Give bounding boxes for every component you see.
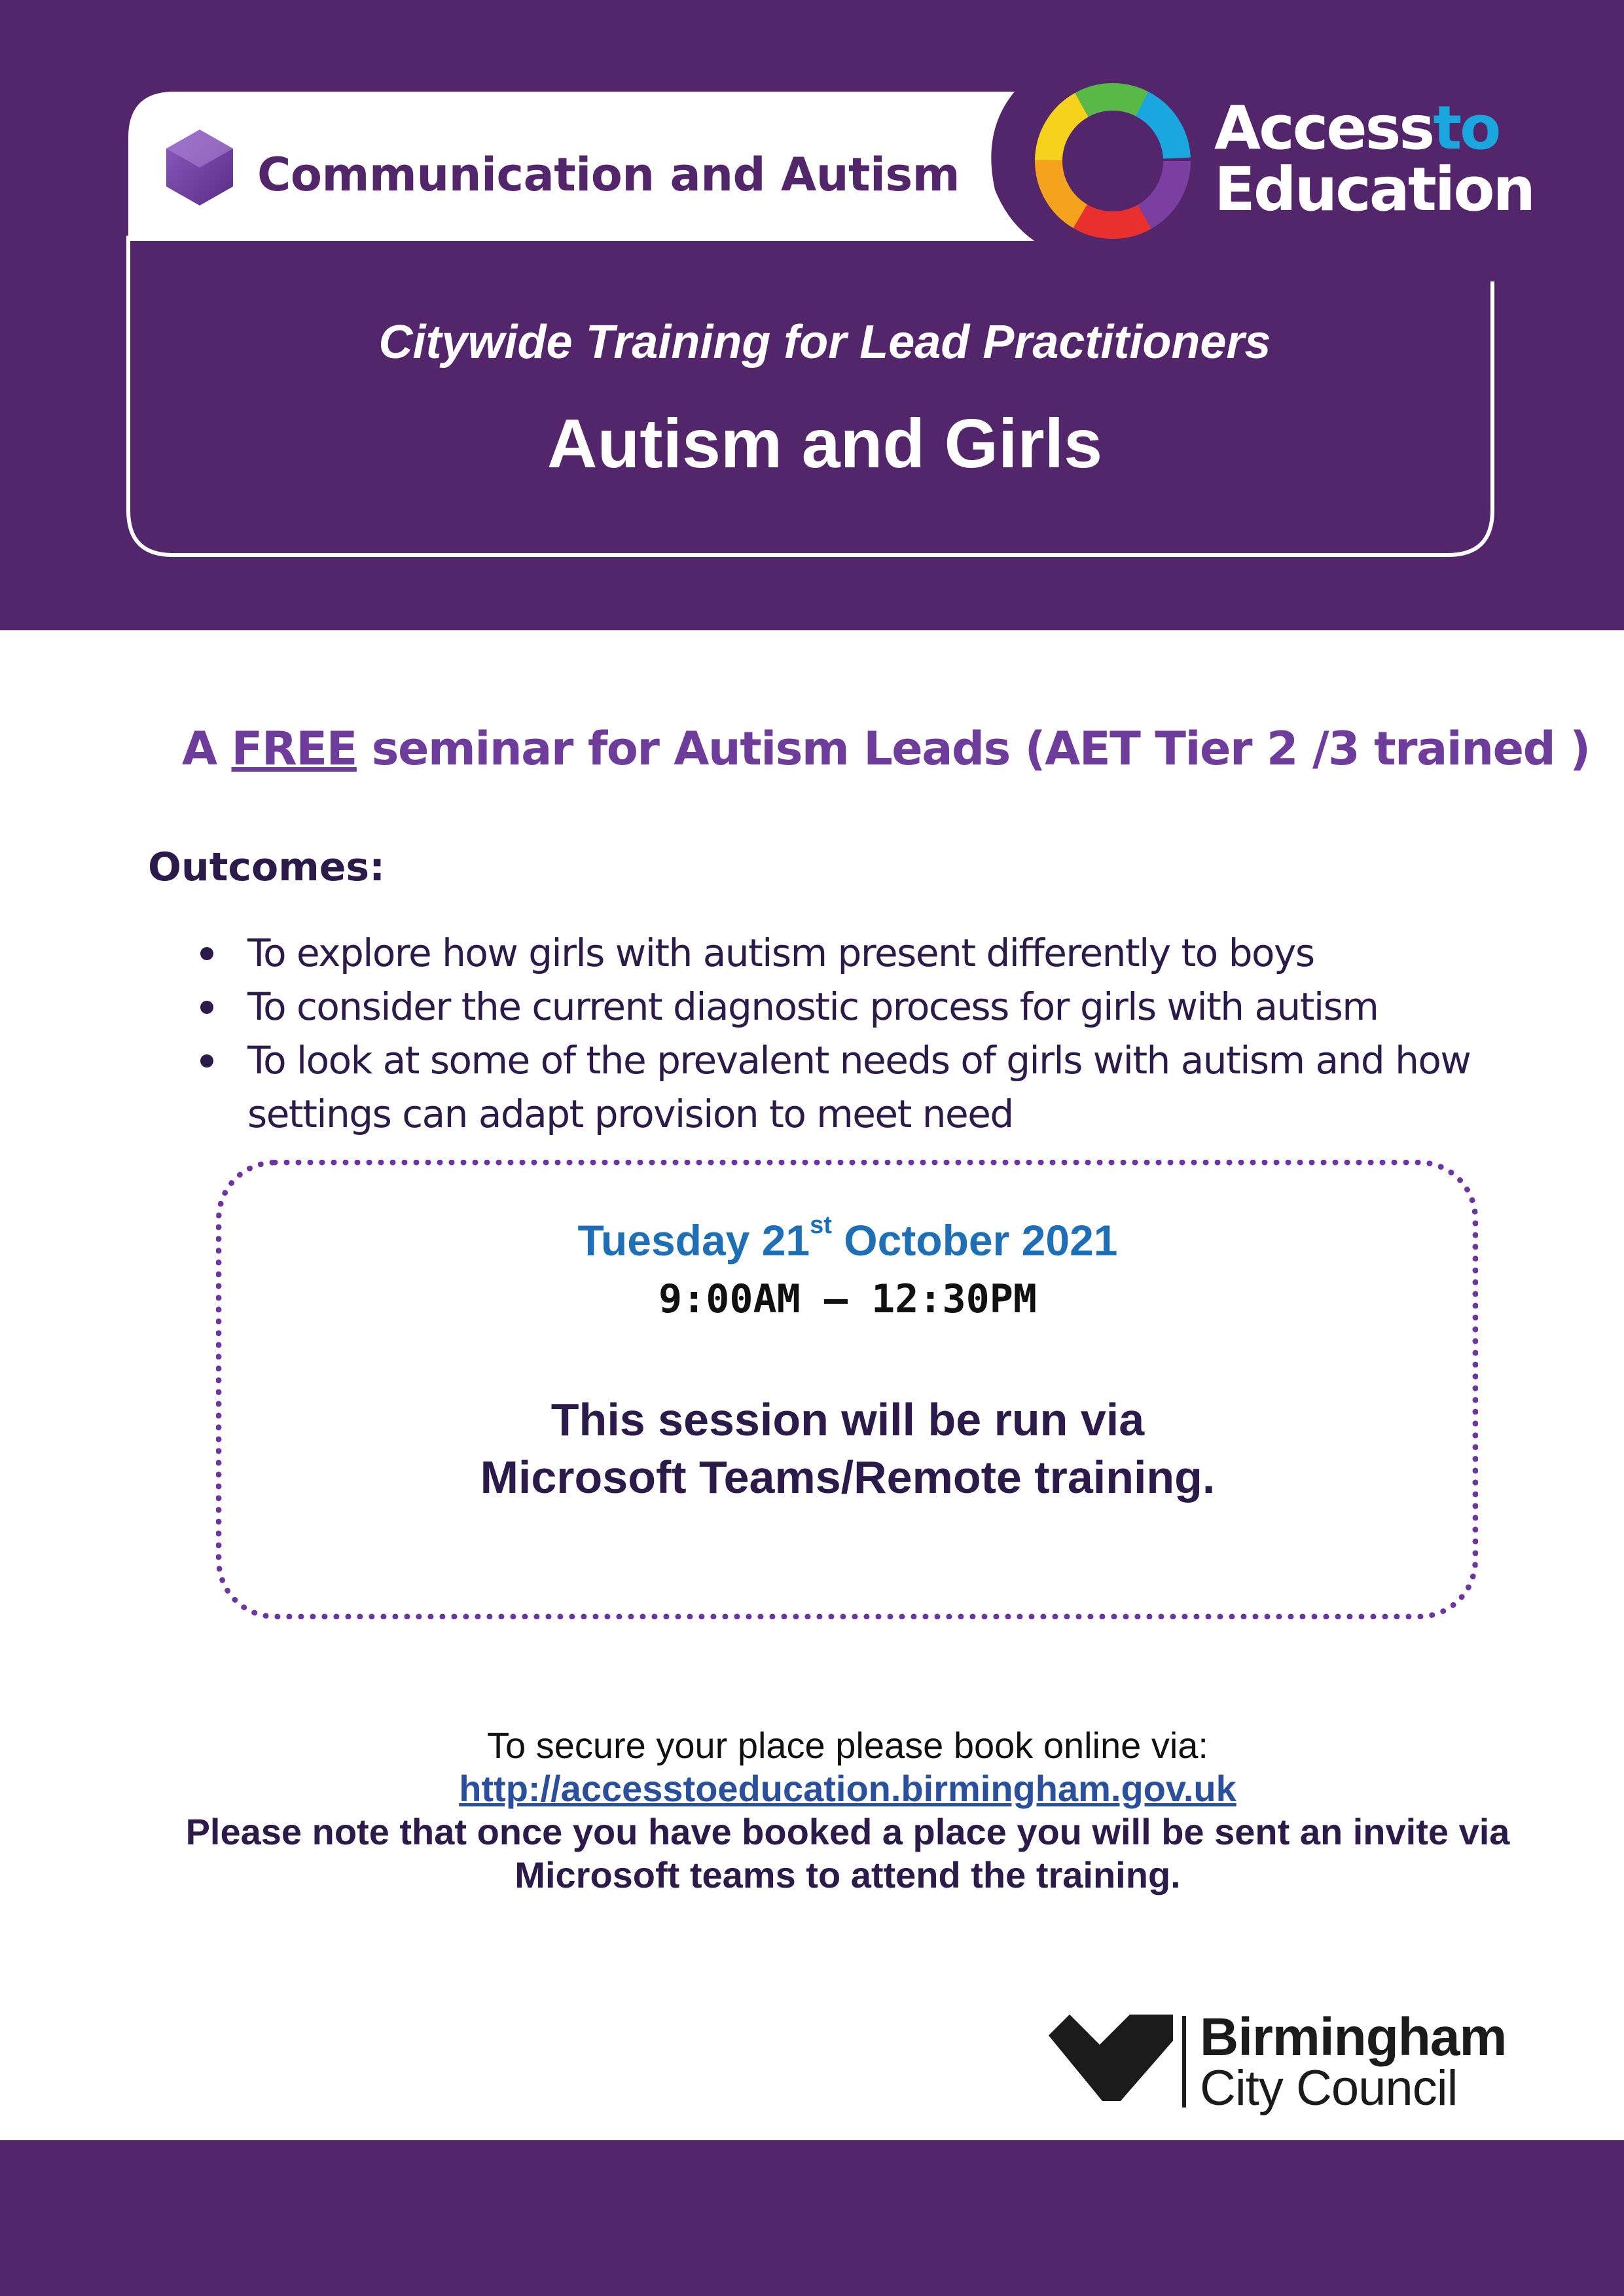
bullet-icon: [200, 947, 213, 960]
booking-info: [0, 1724, 1624, 1897]
session-format: This session will be run via Microsoft Teams/Remote training.: [480, 1394, 1216, 1503]
tab-title: Communication and Autism: [257, 148, 960, 202]
page-subtitle: Citywide Training for Lead Practitioners: [378, 316, 1271, 368]
booking-note-line2: Microsoft teams to attend the training.: [514, 1854, 1181, 1895]
event-date: Tuesday 21st October 2021: [577, 1211, 1118, 1265]
hexagon-icon: [164, 128, 236, 207]
logo-divider: [1182, 2016, 1186, 2108]
outcomes-list: [196, 926, 1506, 1141]
council-name-line1: Birmingham: [1200, 2007, 1507, 2067]
access-to-education-logo-icon: [1029, 77, 1197, 245]
list-item: To explore how girls with autism present differently to boys: [196, 926, 1506, 980]
page-title: Autism and Girls: [547, 405, 1103, 482]
booking-note-line1: Please note that once you have booked a place you will be sent an invite via: [185, 1811, 1510, 1852]
outcomes-heading: Outcomes:: [148, 844, 386, 890]
council-name-line2: City Council: [1200, 2060, 1458, 2116]
bullet-icon: [200, 1001, 213, 1014]
list-item: To look at some of the prevalent needs of girls with autism and how settings can adapt provision to meet need: [196, 1033, 1506, 1141]
booking-intro: To secure your place please book online via:: [486, 1725, 1208, 1766]
birmingham-heart-icon: [1049, 2015, 1173, 2101]
footer-band: [0, 2140, 1624, 2296]
event-time: 9:00AM – 12:30PM: [659, 1276, 1037, 1322]
booking-link[interactable]: http://accesstoeducation.birmingham.gov.uk: [459, 1768, 1236, 1809]
list-item: To consider the current diagnostic process for girls with autism: [196, 980, 1506, 1033]
access-to-education-wordmark: Accessto Education: [1214, 93, 1534, 224]
bullet-icon: [200, 1054, 213, 1067]
seminar-description: A FREE seminar for Autism Leads (AET Tier 2 /3 trained ): [182, 722, 1590, 776]
